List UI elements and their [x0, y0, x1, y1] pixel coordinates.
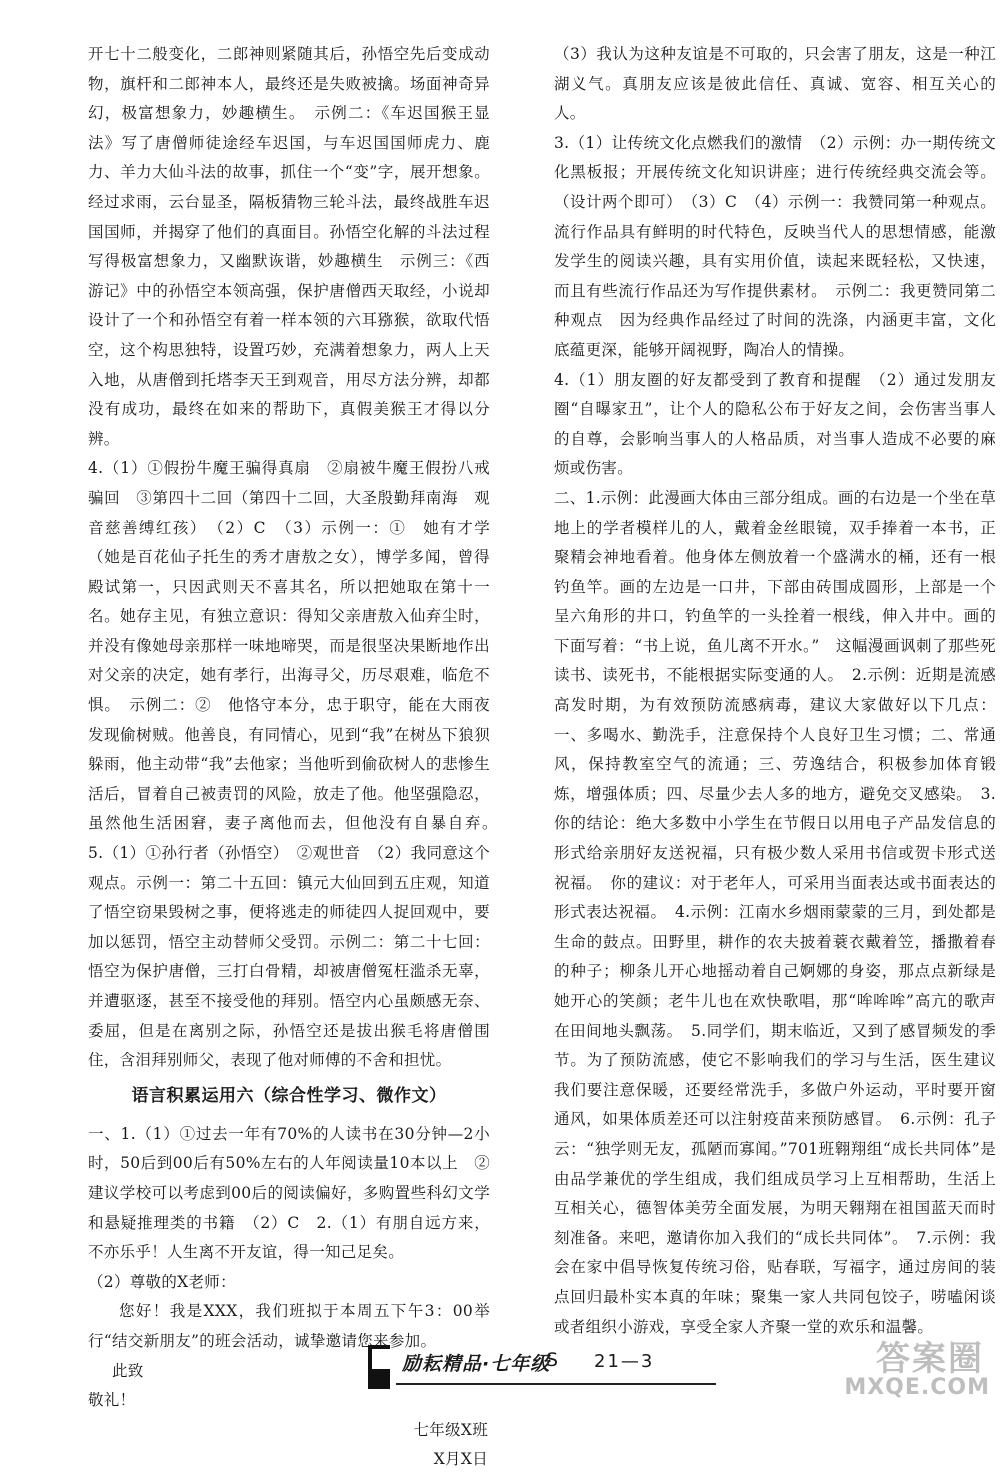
footer-logo-block	[368, 1369, 390, 1389]
answer-paragraph: 4.（1）①假扮牛魔王骗得真扇 ②扇被牛魔王假扮八戒骗回 ③第四十二回（第四十二回，大圣殷勤拜南海 观音慈善缚红孩） （2）C （3）示例一：① 她有才学（她是百花仙子托生的秀才唐敖之女），博学多闻，曾得殿试第一，只因武则天不喜其名，所以把她取在第十一名。她存主见，有独立意识：得知父亲唐敖入仙弃尘时，并没有像她母亲那样一味地啼哭，而是很坚决果断地作出对父亲的决定，她有孝行，出海寻父，历尽艰难，临危不惧。 示例二：② 他恪守本分，忠于职守，能在大雨夜发现偷树贼。他善良，有同情心，见到“我”在树丛下狼狈躲雨，他主动带“我”去他家；当他听到偷砍树人的悲惨生活后，冒着自己被责罚的风险，放走了他。他坚强隐忍，虽然他生活困窘，妻子离他而去，但他没有自暴自弃。 5.（1）①孙行者（孙悟空） ②观世音 （2）我同意这个观点。示例一：第二十五回：镇元大仙回到五庄观，知道了悟空窃果毁树之事，便将逃走的师徒四人捉回观中，要加以惩罚，悟空主动替师父受罚。示例二：第二十七回：悟空为保护唐僧，三打白骨精，却被唐僧冤枉滥杀无辜，并遭驱逐，甚至不接受他的拜别。悟空内心虽颇感无奈、委屈，但是在离别之际，孙悟空还是拔出猴毛将唐僧围住，含泪拜别师父，表现了他对师傅的不舍和担忧。	[88, 459, 506, 1070]
answer-paragraph: （3）我认为这种友谊是不可取的，只会害了朋友，这是一种江湖义气。真朋友应该是彼此信任、真诚、宽容、相互关心的人。	[554, 45, 996, 123]
answer-paragraph: 一、1.（1）①过去一年有70%的人读书在30分钟—2小时，50后到00后有50%左右的人年阅读量10本以上 ②建议学校可以考虑到00后的阅读偏好，多购置些科幻文学和悬疑推理类的书籍 （2）C 2.（1）有朋自远方来，不亦乐乎！人生离不开友谊，得一知己足矣。	[88, 1124, 490, 1262]
watermark-text: 答案圈	[876, 1339, 984, 1379]
page-footer	[368, 1345, 718, 1389]
footer-rule	[396, 1383, 716, 1385]
right-column	[554, 40, 996, 1342]
watermark	[826, 1331, 994, 1407]
letter-closing: 敬礼！	[88, 1391, 136, 1410]
letter-body: 您好！我是XXX，我们班拟于本周五下午3：00举行“结交新朋友”的班会活动，诚挚邀请您来参加。	[88, 1302, 490, 1350]
answer-paragraph: 开七十二般变化，二郎神则紧随其后，孙悟空先后变成动物，旗杆和二郎神本人，最终还是失败被擒。场面神奇异幻，极富想象力，妙趣横生。 示例二：《车迟国猴王显法》写了唐僧师徒途经车迟国，与车迟国国师虎力、鹿力、羊力大仙斗法的故事，抓住一个“变”字，展开想象。经过求雨，云台显圣，隔板猜物三轮斗法，最终战胜车迟国国师，并揭穿了他们的真面目。孙悟空化解的斗法过程写得极富想象力，又幽默诙谐，妙趣横生 示例三：《西游记》中的孙悟空本领高强，保护唐僧西天取经，小说却设计了一个和孙悟空有着一样本领的六耳猕猴，欲取代悟空，这个构思独特，设置巧妙，充满着想象力，两人上天入地，从唐僧到托塔李天王到观音，用尽方法分辨，却都没有成功，最终在如来的帮助下，真假美猴王才得以分辨。	[88, 45, 490, 448]
watermark-url: MXQE.COM	[844, 1375, 990, 1400]
letter-date: X月X日	[433, 1450, 488, 1469]
answer-paragraph: 4.（1）朋友圈的好友都受到了教育和提醒 （2）通过发朋友圈“自曝家丑”，让个人的隐私公布于好友之间，会伤害当事人的自尊，会影响当事人的人格品质，对当事人造成不必要的麻烦或伤害。	[554, 370, 996, 478]
footer-brand: 励耘精品·七年级	[402, 1353, 551, 1375]
letter-closing: 此致	[112, 1361, 144, 1380]
section-title: 语言积累运用六（综合性学习、微作文）	[131, 1085, 447, 1106]
letter-signature: 七年级X班	[413, 1420, 488, 1439]
page-number: 21—3	[594, 1351, 655, 1372]
footer-edition: S	[546, 1349, 559, 1371]
left-column	[88, 40, 506, 1475]
answer-paragraph: 3.（1）让传统文化点燃我们的激情 （2）示例：办一期传统文化黑板报；开展传统文化知识讲座；进行传统经典交流会等。（设计两个即可） （3）C （4）示例一：我赞同第一种观点。流行作品具有鲜明的时代特色，反映当代人的思想情感，能激发学生的阅读兴趣，具有实用价值，读起来既轻松，又快速，而且有些流行作品还为写作提供素材。 示例二：我更赞同第二种观点 因为经典作品经过了时间的洗涤，内涵更丰富，文化底蕴更深，能够开阔视野，陶冶人的情操。	[554, 133, 996, 359]
letter-salutation: （2）尊敬的X老师：	[88, 1272, 236, 1291]
answer-paragraph: 二、1.示例：此漫画大体由三部分组成。画的右边是一个坐在草地上的学者模样儿的人，戴着金丝眼镜，双手捧着一本书，正聚精会神地看着。他身体左侧放着一个盛满水的桶，还有一根钓鱼竿。画的左边是一口井，下部由砖围成圆形，上部是一个呈六角形的井口，钓鱼竿的一头拴着一根线，伸入井中。画的下面写着：“书上说，鱼儿离不开水。” 这幅漫画讽刺了那些死读书、读死书，不能根据实际变通的人。 2.示例：近期是流感高发时期，为有效预防流感病毒，建议大家做好以下几点：一、多喝水、勤洗手，注意保持个人良好卫生习惯；二、常通风，保持教室空气的流通；三、劳逸结合，积极参加体育锻炼，增强体质；四、尽量少去人多的地方，避免交叉感染。 3.你的结论：绝大多数中小学生在节假日以用电子产品发信息的形式给亲朋好友送祝福，只有极少数人采用书信或贺卡形式送祝福。 你的建议：对于老年人，可采用当面表达或书面表达的形式表达祝福。 4.示例：江南水乡烟雨蒙蒙的三月，到处都是生命的鼓点。田野里，耕作的农夫披着蓑衣戴着笠，播撒着春的种子；柳条儿开心地摇动着自己婀娜的身姿，那点点新绿是她开心的笑颜；老牛儿也在欢快歌唱，那“哞哞哞”高亢的歌声在田间地头飘荡。 5.同学们，期末临近，又到了感冒频发的季节。为了预防流感，使它不影响我们的学习与生活，医生建议我们要注意保暖，还要经常洗手，多做户外运动，平时要开窗通风，如果体质差还可以注射疫苗来预防感冒。 6.示例：孔子云：“独学则无友，孤陋而寡闻。”701班翱翔组“成长共同体”是由品学兼优的学生组成，我们组成员学习上互相帮助，生活上互相关心，德智体美劳全面发展，为明天翱翔在祖国蓝天而时刻准备。来吧，邀请你加入我们的“成长共同体”。 7.示例：我会在家中倡导恢复传统习俗，贴春联，写福字，通过房间的装点回归最朴实本真的年味；聚集一家人共同包饺子，唠嗑闲谈或者组织小游戏，享受全家人齐聚一堂的欢乐和温馨。	[554, 488, 996, 1336]
